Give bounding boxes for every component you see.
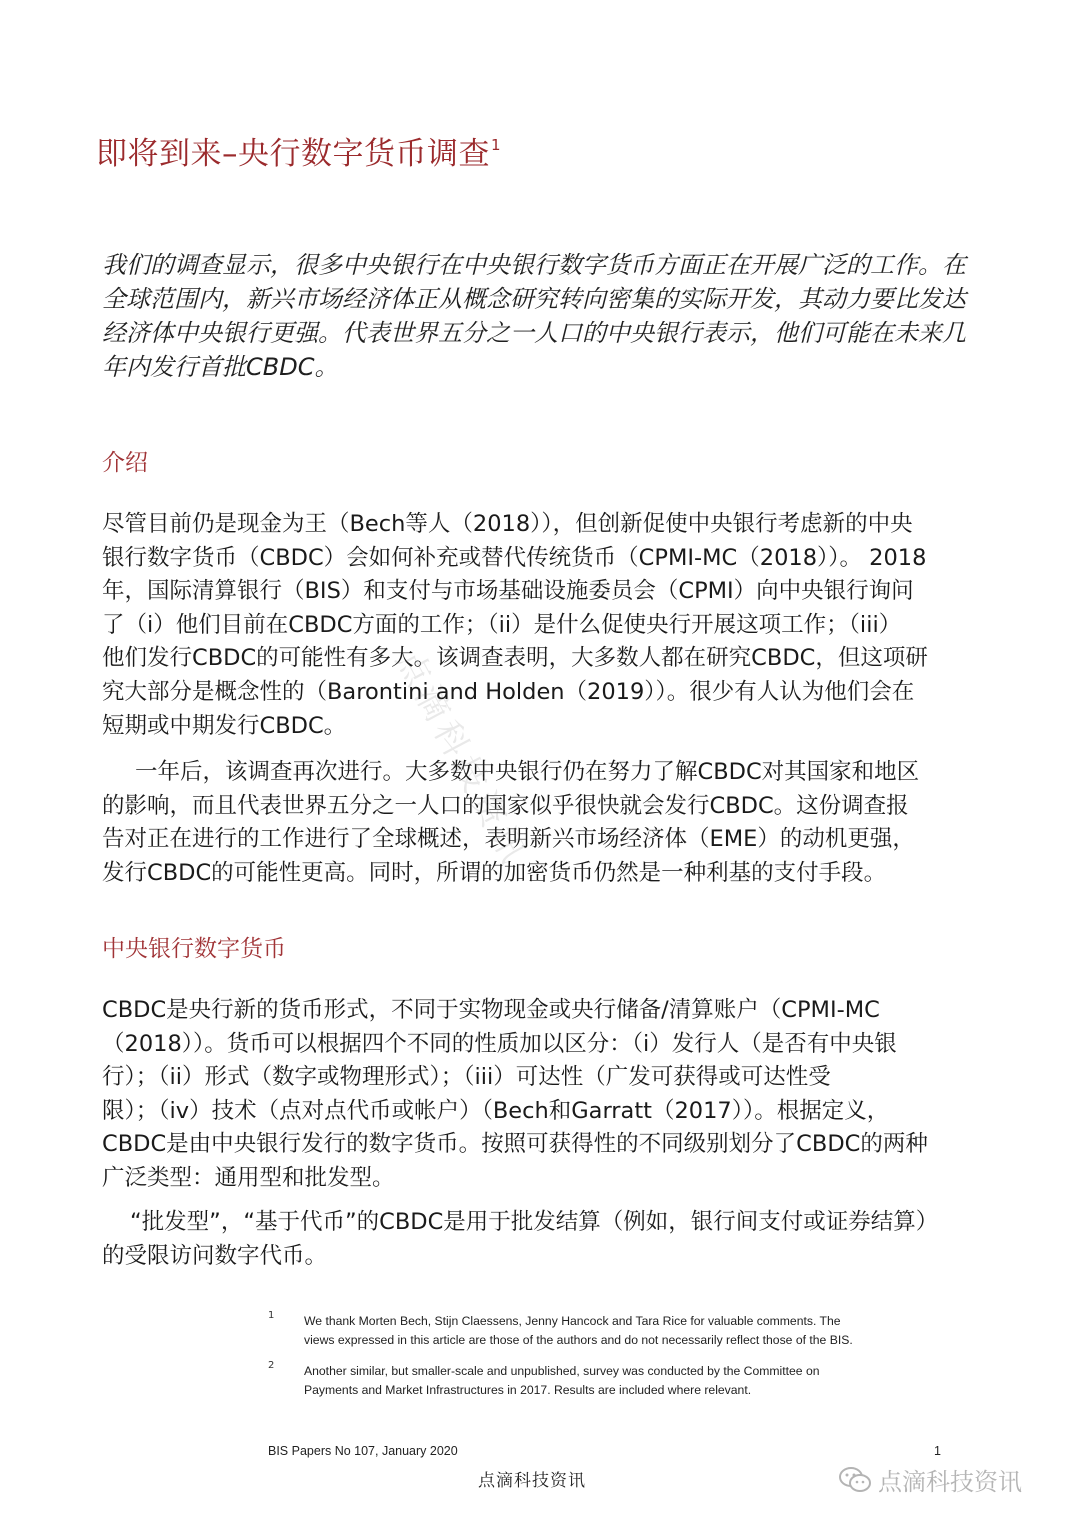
intro-heading: 介绍 [102, 450, 148, 476]
title-text: 即将到来–央行数字货币调查 [96, 136, 490, 172]
title-footnote-ref: 1 [491, 136, 502, 154]
footer-publication: BIS Papers No 107, January 2020 [268, 1444, 458, 1458]
page-title [96, 128, 501, 173]
footnote-2 [304, 1362, 944, 1400]
paragraph-line: 银行数字货币（CBDC）会如何补充或替代传统货币（CPMI-MC（2018））。 2018 [102, 544, 927, 571]
paragraph-line: 行）；（ii）形式（数字或物理形式）；（iii）可达性（广发可获得或可达性受 [102, 1064, 831, 1091]
paragraph-line: 的受限访问数字代币。 [102, 1242, 328, 1269]
abstract-line: 年内发行首批CBDC。 [102, 353, 339, 381]
intro-paragraph-1 [102, 508, 1032, 743]
footnote-line: Payments and Market Infrastructures in 2017. Results are included where relevant. [304, 1383, 752, 1397]
footnote-number: 2 [268, 1360, 275, 1371]
footnote-number: 1 [268, 1310, 275, 1321]
cbdc-paragraph-1 [102, 994, 1032, 1196]
footnote-1 [304, 1312, 944, 1350]
paragraph-line: 短期或中期发行CBDC。 [102, 712, 347, 739]
paragraph-line: 的影响，而且代表世界五分之一人口的国家似乎很快就会发行CBDC。这份调查报 [102, 792, 909, 819]
paragraph-line: 限）；（iv）技术（点对点代币或帐户）（Bech和Garratt（2017））。根据定义， [102, 1097, 890, 1124]
paragraph-line: 告对正在进行的工作进行了全球概述，表明新兴市场经济体（EME）的动机更强， [102, 826, 915, 853]
paragraph-line: 尽管目前仍是现金为王（Bech等人（2018）），但创新促使中央银行考虑新的中央 [102, 511, 913, 537]
wechat-icon [838, 1466, 872, 1494]
intro-paragraph-2 [102, 756, 1032, 890]
diagonal-watermark: 点滴科技资讯 [387, 643, 536, 875]
paragraph-line: 年，国际清算银行（BIS）和支付与市场基础设施委员会（CPMI）向中央银行询问 [102, 578, 914, 605]
abstract-line: 我们的调查显示，很多中央银行在中央银行数字货币方面正在开展广泛的工作。在 [102, 251, 966, 279]
paragraph-line: 他们发行CBDC的可能性有多大。该调查表明，大多数人都在研究CBDC，但这项研 [102, 645, 928, 672]
abstract-line: 全球范围内，新兴市场经济体正从概念研究转向密集的实际开发，其动力要比发达 [102, 285, 966, 313]
paragraph-line: （2018））。货币可以根据四个不同的性质加以区分：（i）发行人（是否有中央银 [102, 1030, 897, 1057]
paragraph-line: CBDC是央行新的货币形式，不同于实物现金或央行储备/清算账户（CPMI-MC [102, 997, 880, 1023]
footnote-line: Another similar, but smaller-scale and unpublished, survey was conducted by the Committee on [304, 1364, 820, 1378]
paragraph-line: “批发型”，“基于代币”的CBDC是用于批发结算（例如，银行间支付或证券结算） [130, 1209, 939, 1235]
cbdc-paragraph-2 [102, 1206, 1032, 1273]
cbdc-heading: 中央银行数字货币 [102, 936, 286, 962]
paragraph-line: 广泛类型：通用型和批发型。 [102, 1164, 395, 1191]
page-number: 1 [934, 1444, 941, 1458]
footer-brand: 点滴科技资讯 [478, 1471, 586, 1491]
wechat-watermark [838, 1462, 1022, 1497]
abstract-line: 经济体中央银行更强。代表世界五分之一人口的中央银行表示，他们可能在未来几 [102, 319, 966, 347]
paragraph-line: CBDC是由中央银行发行的数字货币。按照可获得性的不同级别划分了CBDC的两种 [102, 1131, 928, 1158]
footnote-line: We thank Morten Bech, Stijn Claessens, Jenny Hancock and Tara Rice for valuable comments. The [304, 1314, 841, 1328]
paragraph-line: 了（i）他们目前在CBDC方面的工作；（ii）是什么促使央行开展这项工作；（iii） [102, 611, 902, 638]
paragraph-line: 发行CBDC的可能性更高。同时，所谓的加密货币仍然是一种利基的支付手段。 [102, 859, 887, 886]
wechat-watermark-text: 点滴科技资讯 [878, 1468, 1022, 1496]
abstract [102, 248, 1032, 384]
paragraph-line: 一年后，该调查再次进行。大多数中央银行仍在努力了解CBDC对其国家和地区 [135, 759, 920, 785]
paragraph-line: 究大部分是概念性的（Barontini and Holden（2019））。很少有人认为他们会在 [102, 678, 915, 705]
footnote-line: views expressed in this article are those of the authors and do not necessarily reflect those of the BIS. [304, 1333, 853, 1347]
